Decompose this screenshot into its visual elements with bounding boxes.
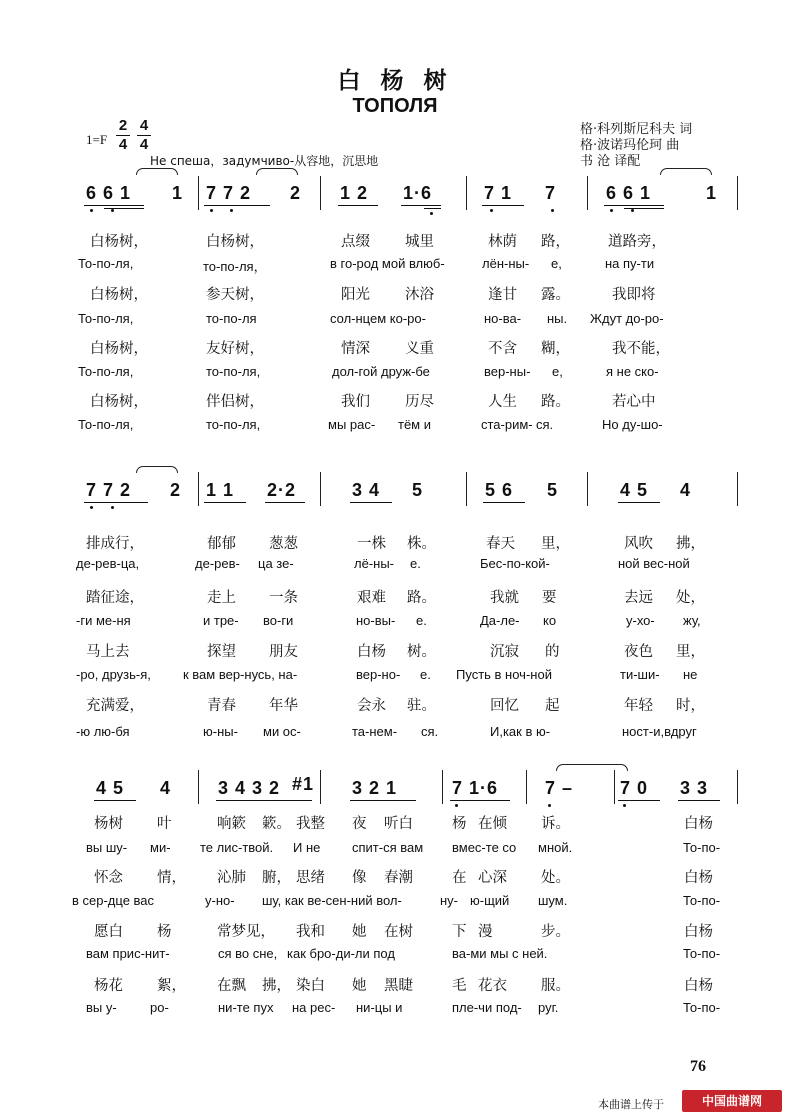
lyric-cn-1: 夜 xyxy=(352,816,367,832)
lyric-ru-4: -ю лю-бя xyxy=(76,724,130,739)
lyric-ru-3: ва-ми мы с ней. xyxy=(452,946,548,961)
lyric-cn-3: 不含 xyxy=(488,341,517,357)
notes: 2 xyxy=(170,480,182,500)
lyric-cn-2: 像 xyxy=(352,870,367,886)
lyric-cn-3: 杨 xyxy=(157,924,172,940)
lyric-ru-1: То-по- xyxy=(683,840,721,855)
lyric-cn-1: 杨树 xyxy=(94,816,123,832)
time-signature-4-4: 4 4 xyxy=(137,118,151,153)
lyric-cn-1: 听白 xyxy=(384,816,413,832)
lyric-ru-4: ся. xyxy=(536,417,554,432)
lyric-ru-3: Пусть в ноч-ной xyxy=(456,667,552,682)
title-chinese: 白 杨 树 xyxy=(337,67,453,94)
lyric-cn-1: 城里 xyxy=(405,234,434,250)
lyric-ru-4: то-по-ля, xyxy=(206,417,261,432)
lyric-cn-2: 在 xyxy=(452,870,467,886)
lyric-ru-4: ни-те пух xyxy=(218,1000,274,1015)
lyric-ru-3: не xyxy=(683,667,698,682)
lyric-cn-4: 路。 xyxy=(541,394,570,410)
lyric-ru-4: руг. xyxy=(538,1000,559,1015)
lyric-cn-4: 时， xyxy=(676,698,705,714)
time-signature-2-4: 2 4 xyxy=(116,118,130,153)
lyric-cn-2: 怀念 xyxy=(94,870,123,886)
notes: 4 xyxy=(160,778,172,798)
notes: 4 5 xyxy=(620,480,649,500)
lyric-ru-2: Ждут до-ро- xyxy=(590,311,664,326)
lyric-cn-2: 处， xyxy=(676,590,705,606)
lyric-cn-4: 服。 xyxy=(541,978,570,994)
lyric-cn-1: 拂， xyxy=(676,536,705,552)
lyric-ru-4: То-по- xyxy=(683,1000,721,1015)
lyric-ru-2: у-хо- xyxy=(626,613,655,628)
lyric-ru-1: на пу-ти xyxy=(605,256,655,271)
lyric-ru-2: То-по- xyxy=(683,893,721,908)
lyric-cn-3: 漫 xyxy=(478,924,493,940)
lyric-cn-1: 道路旁， xyxy=(608,234,666,250)
lyric-cn-2: 走上 xyxy=(207,590,236,606)
lyric-cn-4: 充满爱， xyxy=(86,698,144,714)
lyric-ru-1: то-по-ля， xyxy=(203,259,267,274)
lyric-cn-2: 处。 xyxy=(541,870,570,886)
lyric-cn-2: 艰难 xyxy=(357,590,386,606)
lyric-ru-1: Бес-по-кой- xyxy=(480,556,550,571)
lyric-cn-2: 情， xyxy=(157,870,186,886)
lyric-cn-4: 拂， xyxy=(262,978,291,994)
lyric-cn-1: 郁郁 xyxy=(207,536,236,552)
lyric-cn-3: 下 xyxy=(452,924,467,940)
lyric-ru-1: И не xyxy=(293,840,321,855)
lyric-cn-3: 白杨树， xyxy=(90,341,148,357)
notes: #1 xyxy=(292,774,315,794)
lyric-ru-3: То-по-ля, xyxy=(78,364,134,379)
lyric-cn-3: 探望 xyxy=(207,644,236,660)
lyric-ru-4: тём и xyxy=(398,417,431,432)
lyric-ru-2: е. xyxy=(416,613,427,628)
notes: 7 0 xyxy=(620,778,649,798)
lyric-cn-3: 里， xyxy=(676,644,705,660)
notes: 1 xyxy=(706,183,718,203)
lyric-ru-2: но-ва- xyxy=(484,311,522,326)
lyric-cn-4: 她 xyxy=(352,978,367,994)
lyric-cn-1: 株。 xyxy=(407,536,436,552)
notes: 7 xyxy=(545,183,557,203)
lyric-ru-4: ю-ны- xyxy=(203,724,238,739)
lyric-cn-1: 在倾 xyxy=(478,816,507,832)
lyric-cn-1: 一株 xyxy=(357,536,386,552)
lyric-ru-3: то-по-ля, xyxy=(206,364,261,379)
notes: 4 xyxy=(680,480,692,500)
lyric-ru-4: ся. xyxy=(421,724,439,739)
lyric-cn-2: 白杨 xyxy=(684,870,713,886)
lyric-cn-2: 我即将 xyxy=(612,287,656,303)
lyric-ru-3: к вам вер-нусь, на- xyxy=(183,667,298,682)
notes: 2 xyxy=(290,183,302,203)
lyric-cn-4: 青春 xyxy=(207,698,236,714)
lyric-ru-4: Но ду-шо- xyxy=(602,417,663,432)
lyric-ru-2: в сер-дце вас xyxy=(72,893,155,908)
lyric-ru-4: мы рас- xyxy=(328,417,376,432)
lyric-ru-1: То-по-ля, xyxy=(78,256,134,271)
lyric-cn-2: 白杨树， xyxy=(90,287,148,303)
lyric-ru-1: е. xyxy=(410,556,421,571)
lyric-ru-3: вам прис-нит- xyxy=(86,946,170,961)
lyric-ru-3: ти-ши- xyxy=(620,667,660,682)
lyric-cn-3: 糊， xyxy=(541,341,570,357)
lyric-cn-4: 年轻 xyxy=(624,698,653,714)
lyric-ru-2: Да-ле- xyxy=(480,613,520,628)
lyric-cn-1: 杨 xyxy=(452,816,467,832)
notes: 4 5 xyxy=(96,778,125,798)
lyric-cn-2: 路。 xyxy=(407,590,436,606)
lyric-cn-1: 诉。 xyxy=(541,816,570,832)
notes: 7 – xyxy=(545,778,574,798)
lyric-ru-2: ко xyxy=(543,613,557,628)
lyric-ru-2: жу, xyxy=(683,613,701,628)
lyric-cn-3: 的 xyxy=(545,644,560,660)
lyric-cn-2: 露。 xyxy=(541,287,570,303)
lyric-ru-2: ну- xyxy=(440,893,459,908)
lyric-cn-2: 踏征途， xyxy=(86,590,144,606)
lyric-cn-3: 朋友 xyxy=(269,644,298,660)
lyric-ru-1: вмес-те со xyxy=(452,840,517,855)
lyric-ru-3: То-по- xyxy=(683,946,721,961)
lyric-ru-1: мной. xyxy=(538,840,573,855)
lyric-cn-4: 回忆 xyxy=(490,698,519,714)
lyric-ru-3: вер-ны- xyxy=(484,364,531,379)
lyric-cn-4: 年华 xyxy=(269,698,298,714)
lyric-ru-4: ми ос- xyxy=(263,724,301,739)
notes: 1 1 xyxy=(206,480,235,500)
lyric-cn-2: 我就 xyxy=(490,590,519,606)
notes: 6 6 1 xyxy=(606,183,652,203)
lyric-ru-2: шум. xyxy=(538,893,568,908)
lyric-ru-1: лён-ны- xyxy=(482,256,530,271)
lyric-cn-3: 她 xyxy=(352,924,367,940)
notes: 7 7 2 xyxy=(86,480,132,500)
lyric-cn-1: 叶 xyxy=(157,816,172,832)
lyric-cn-4: 白杨 xyxy=(684,978,713,994)
lyric-ru-1: лё-ны- xyxy=(354,556,394,571)
lyric-cn-1: 点缀 xyxy=(341,234,370,250)
notes: 7 1·6 xyxy=(452,778,499,798)
lyric-ru-1: вы шу- xyxy=(86,840,128,855)
notes: 3 4 3 2 xyxy=(218,778,281,798)
lyric-ru-2: и тре- xyxy=(203,613,239,628)
lyric-cn-4: 我们 xyxy=(341,394,370,410)
lyric-cn-4: 白杨树， xyxy=(90,394,148,410)
lyric-cn-4: 伴侣树， xyxy=(206,394,264,410)
lyric-ru-3: ся во сне, xyxy=(218,946,278,961)
lyric-cn-4: 毛 xyxy=(452,978,467,994)
lyricist-credit: 格·科列斯尼科夫 词 xyxy=(580,122,693,137)
lyric-cn-3: 情深 xyxy=(341,341,370,357)
lyric-cn-1: 我整 xyxy=(296,816,325,832)
notes: 5 6 xyxy=(485,480,514,500)
notes: 7 7 2 xyxy=(206,183,252,203)
lyric-cn-3: 我和 xyxy=(296,924,325,940)
lyric-ru-3: я не ско- xyxy=(606,364,659,379)
lyric-ru-2: -ги ме-ня xyxy=(76,613,131,628)
lyric-cn-2: 阳光 xyxy=(341,287,370,303)
lyric-cn-4: 起 xyxy=(545,698,560,714)
lyric-cn-3: 常梦见， xyxy=(217,924,275,940)
lyric-ru-4: пле-чи под- xyxy=(452,1000,522,1015)
lyric-cn-4: 絮， xyxy=(157,978,186,994)
lyric-ru-1: де-рев-ца, xyxy=(76,556,140,571)
lyric-cn-4: 花衣 xyxy=(478,978,507,994)
lyric-ru-2: во-ги xyxy=(263,613,294,628)
notes: 6 6 1 xyxy=(86,183,132,203)
lyric-ru-1: те лис-твой. xyxy=(200,840,274,855)
lyric-cn-1: 路， xyxy=(541,234,570,250)
lyric-cn-2: 心深 xyxy=(478,870,507,886)
lyric-cn-3: 愿白 xyxy=(94,924,123,940)
notes: 1 2 xyxy=(340,183,369,203)
key-signature: 1=F xyxy=(86,132,108,147)
lyric-ru-4: вы у- xyxy=(86,1000,117,1015)
translator-credit: 书 沧 译配 xyxy=(580,154,641,169)
lyric-cn-1: 簌。 xyxy=(262,816,291,832)
lyric-ru-4: То-по-ля, xyxy=(78,417,134,432)
lyric-ru-1: в го-род мой влюб- xyxy=(330,256,445,271)
lyric-ru-1: ми- xyxy=(150,840,171,855)
page-number: 76 xyxy=(690,1058,706,1075)
lyric-cn-2: 沁肺 xyxy=(217,870,246,886)
lyric-ru-2: ю-щий xyxy=(470,893,510,908)
lyric-cn-4: 历尽 xyxy=(405,394,434,410)
lyric-cn-1: 葱葱 xyxy=(269,536,298,552)
site-logo[interactable]: 中国曲谱网 xyxy=(682,1090,782,1112)
lyric-ru-2: но-вы- xyxy=(356,613,396,628)
lyric-cn-4: 人生 xyxy=(488,394,517,410)
lyric-cn-1: 白杨树， xyxy=(90,234,148,250)
lyric-ru-2: у-но- xyxy=(205,893,235,908)
lyric-ru-1: де-рев- xyxy=(195,556,240,571)
lyric-cn-3: 在树 xyxy=(384,924,413,940)
lyric-cn-4: 染白 xyxy=(296,978,325,994)
lyric-cn-1: 响簌 xyxy=(217,816,246,832)
title-russian: ТОПОЛЯ xyxy=(352,95,438,117)
notes: 3 3 xyxy=(680,778,709,798)
lyric-cn-3: 我不能， xyxy=(612,341,670,357)
lyric-ru-4: на рес- xyxy=(292,1000,336,1015)
lyric-cn-3: 步。 xyxy=(541,924,570,940)
lyric-ru-3: как бро-ди-ли под xyxy=(287,946,395,961)
lyric-cn-1: 春天 xyxy=(486,536,515,552)
composer-credit: 格·波诺玛伦珂 曲 xyxy=(580,138,680,153)
lyric-cn-3: 白杨 xyxy=(684,924,713,940)
lyric-cn-4: 驻。 xyxy=(407,698,436,714)
lyric-cn-3: 马上去 xyxy=(86,644,130,660)
lyric-ru-4: ро- xyxy=(150,1000,169,1015)
notes: 5 xyxy=(412,480,424,500)
lyric-cn-1: 排成行， xyxy=(86,536,144,552)
lyric-ru-2: то-по-ля xyxy=(206,311,257,326)
notes: 5 xyxy=(547,480,559,500)
lyric-ru-4: ни-цы и xyxy=(356,1000,403,1015)
lyric-ru-1: ной вес-ной xyxy=(618,556,690,571)
tempo-marking: Не спеша，задумчиво-从容地，沉思地 xyxy=(150,154,379,168)
notes: 2·2 xyxy=(267,480,297,500)
lyric-cn-4: 在飘 xyxy=(217,978,246,994)
lyric-ru-3: е. xyxy=(420,667,431,682)
lyric-cn-2: 逢甘 xyxy=(488,287,517,303)
lyric-cn-2: 去远 xyxy=(624,590,653,606)
lyric-cn-4: 会永 xyxy=(357,698,386,714)
lyric-ru-2: То-по-ля, xyxy=(78,311,134,326)
lyric-ru-3: дол-гой друж-бе xyxy=(332,364,430,379)
lyric-cn-2: 沐浴 xyxy=(405,287,434,303)
lyric-cn-1: 风吹 xyxy=(624,536,653,552)
lyric-cn-3: 友好树， xyxy=(206,341,264,357)
lyric-cn-1: 白杨 xyxy=(684,816,713,832)
lyric-cn-1: 白杨树， xyxy=(206,234,264,250)
lyric-cn-2: 春潮 xyxy=(384,870,413,886)
lyric-cn-2: 一条 xyxy=(269,590,298,606)
lyric-cn-4: 黑睫 xyxy=(384,978,413,994)
upload-credit: 本曲谱上传于 xyxy=(598,1098,664,1111)
notes: 7 1 xyxy=(484,183,513,203)
lyric-cn-2: 腑， xyxy=(262,870,291,886)
lyric-cn-4: 杨花 xyxy=(94,978,123,994)
lyric-ru-2: ны. xyxy=(547,311,568,326)
notes: 3 4 xyxy=(352,480,381,500)
notes: 1 xyxy=(172,183,184,203)
lyric-cn-3: 白杨 xyxy=(357,644,386,660)
lyric-ru-4: та-нем- xyxy=(352,724,398,739)
lyric-ru-3: вер-но- xyxy=(356,667,401,682)
lyric-cn-1: 林荫 xyxy=(488,234,517,250)
lyric-cn-2: 参天树， xyxy=(206,287,264,303)
lyric-cn-3: 沉寂 xyxy=(490,644,519,660)
lyric-ru-1: спит-ся вам xyxy=(352,840,424,855)
lyric-cn-3: 义重 xyxy=(405,341,434,357)
lyric-ru-4: И,как в ю- xyxy=(490,724,551,739)
notes: 1·6 xyxy=(403,183,433,203)
lyric-ru-1: е, xyxy=(551,256,562,271)
lyric-cn-3: 夜色 xyxy=(624,644,653,660)
lyric-cn-3: 树。 xyxy=(407,644,436,660)
lyric-cn-2: 思绪 xyxy=(296,870,325,886)
lyric-cn-2: 要 xyxy=(542,590,557,606)
lyric-cn-4: 若心中 xyxy=(612,394,656,410)
lyric-cn-1: 里， xyxy=(541,536,570,552)
lyric-ru-3: -ро, друзь-я, xyxy=(76,667,151,682)
lyric-ru-1: ца зе- xyxy=(258,556,294,571)
lyric-ru-4: ста-рим- xyxy=(481,417,533,432)
lyric-ru-3: е, xyxy=(552,364,563,379)
notes: 3 2 1 xyxy=(352,778,398,798)
lyric-ru-4: ност-и,вдруг xyxy=(622,724,697,739)
lyric-ru-2: шу, как ве-сен-ний вол- xyxy=(262,893,402,908)
lyric-ru-2: сол-нцем ко-ро- xyxy=(330,311,426,326)
